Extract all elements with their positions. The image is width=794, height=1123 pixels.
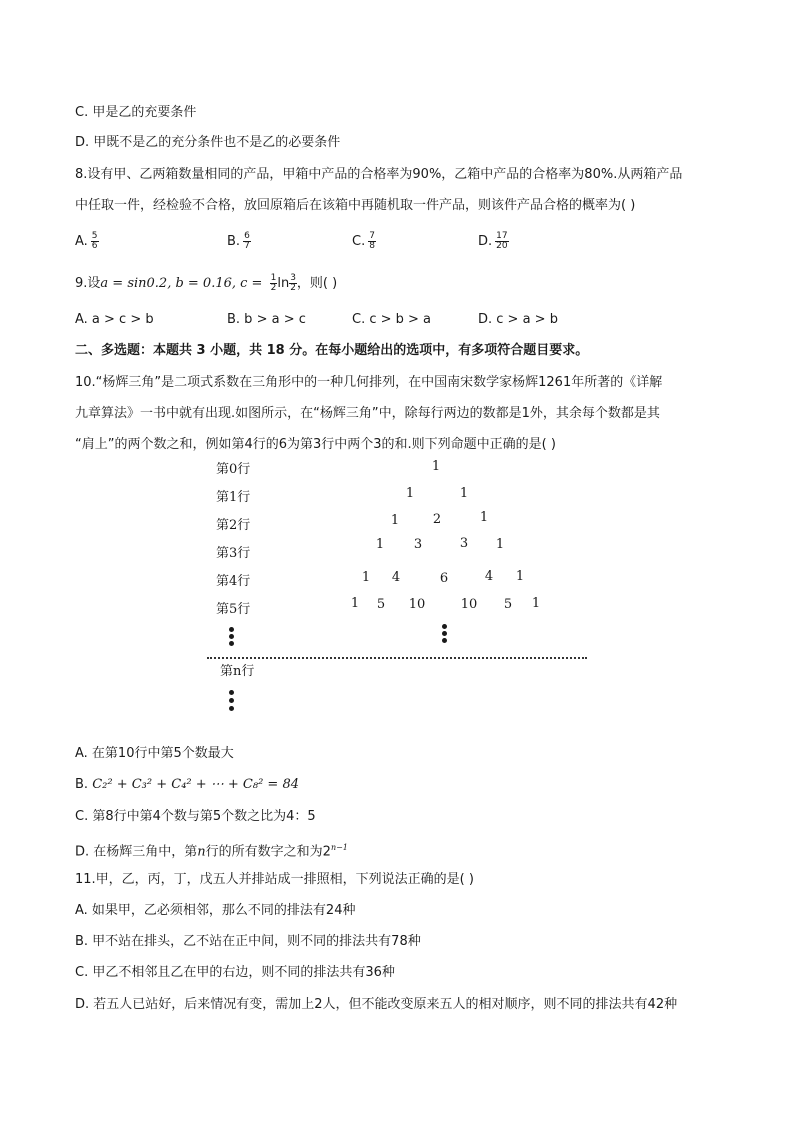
- triangle-number: 5: [503, 597, 513, 612]
- triangle-number: 1: [431, 459, 441, 474]
- q9-expression: a = sin0.2, b = 0.16, c =: [100, 276, 267, 291]
- triangle-number: 1: [531, 596, 541, 611]
- triangle-number: 4: [484, 569, 494, 584]
- row-label-4: 第4行: [216, 574, 251, 589]
- q8-option-b: B. $\frac{6}{7}$: [227, 231, 250, 251]
- triangle-number: 1: [390, 513, 400, 528]
- triangle-number: 3: [459, 536, 469, 551]
- q11-option-c: C. 甲乙不相邻且乙在甲的右边，则不同的排法共有36种: [75, 965, 395, 980]
- q7-option-c: C. 甲是乙的充要条件: [75, 105, 197, 120]
- q9-option-c: C. c > b > a: [352, 312, 432, 327]
- q9-option-a: A. a > c > b: [75, 312, 154, 327]
- q10-option-b-expression: C₂² + C₃² + C₄² + ⋯ + C₈² = 84: [92, 777, 299, 792]
- q11-option-d: D. 若五人已站好，后来情况有变，需加上2人，但不能改变原来五人的相对顺序，则不同的排法共有42种: [75, 997, 678, 1012]
- triangle-number: 1: [405, 486, 415, 501]
- ellipsis-dot: [229, 706, 234, 711]
- row-label-0: 第0行: [216, 462, 251, 477]
- triangle-number: 2: [432, 512, 442, 527]
- q8-stem-line2: 中任取一件，经检验不合格，放回原箱后在该箱中再随机取一件产品，则该件产品合格的概率为( ): [75, 198, 636, 213]
- q10-stem-line3: “肩上”的两个数之和，例如第4行的6为第3行中两个3的和.则下列命题中正确的是( ): [75, 437, 556, 452]
- ellipsis-dot: [229, 690, 234, 695]
- q8-option-a: A. $\frac{5}{6}$: [75, 231, 98, 251]
- triangle-number: 10: [460, 597, 478, 612]
- q8-stem-line1: 8.设有甲、乙两箱数量相同的产品，甲箱中产品的合格率为90%，乙箱中产品的合格率为80%.从两箱产品: [75, 167, 683, 182]
- q10-stem-line1: 10.“杨辉三角”是二项式系数在三角形中的一种几何排列，在中国南宋数学家杨辉1261年所著的《详解: [75, 375, 663, 390]
- triangle-number: 1: [459, 486, 469, 501]
- ellipsis-dot: [229, 641, 234, 646]
- dotted-separator: [207, 657, 587, 659]
- q7-option-d: D. 甲既不是乙的充分条件也不是乙的必要条件: [75, 135, 341, 150]
- q8-option-c: C. $\frac{7}{8}$: [352, 231, 375, 251]
- triangle-number: 10: [408, 597, 426, 612]
- row-label-n: 第n行: [220, 664, 255, 679]
- q11-option-b: B. 甲不站在排头，乙不站在正中间，则不同的排法共有78种: [75, 934, 421, 949]
- row-label-2: 第2行: [216, 518, 251, 533]
- q8-option-d: D. $\frac{17}{20}$: [478, 231, 508, 251]
- q10-option-a: A. 在第10行中第5个数最大: [75, 746, 234, 761]
- ellipsis-dot: [442, 631, 447, 636]
- ellipsis-dot: [442, 638, 447, 643]
- q9-option-d: D. c > a > b: [478, 312, 558, 327]
- triangle-number: 3: [413, 537, 423, 552]
- triangle-number: 1: [361, 570, 371, 585]
- q10-stem-line2: 九章算法》一书中就有出现.如图所示，在“杨辉三角”中，除每行两边的数都是1外，其余每个数都是其: [75, 406, 660, 421]
- ellipsis-dot: [442, 624, 447, 629]
- triangle-number: 1: [479, 510, 489, 525]
- ellipsis-dot: [229, 627, 234, 632]
- triangle-number: 1: [495, 537, 505, 552]
- ellipsis-dot: [229, 698, 234, 703]
- triangle-number: 1: [375, 537, 385, 552]
- q11-stem: 11.甲，乙，丙，丁，戊五人并排站成一排照相，下列说法正确的是( ): [75, 872, 474, 887]
- triangle-number: 4: [391, 570, 401, 585]
- ellipsis-dot: [229, 634, 234, 639]
- triangle-number: 1: [350, 596, 360, 611]
- row-label-3: 第3行: [216, 546, 251, 561]
- triangle-number: 5: [376, 597, 386, 612]
- triangle-number: 6: [439, 571, 449, 586]
- q10-option-c: C. 第8行中第4个数与第5个数之比为4：5: [75, 809, 316, 824]
- row-label-1: 第1行: [216, 490, 251, 505]
- q10-option-b: B. C₂² + C₃² + C₄² + ⋯ + C₈² = 84: [75, 777, 299, 792]
- q9-stem: 9.设a = sin0.2, b = 0.16, c = $\frac{1}{2}$ ln $\frac{3}{2}$ ，则( ): [75, 273, 338, 293]
- row-label-5: 第5行: [216, 602, 251, 617]
- q9-option-b: B. b > a > c: [227, 312, 306, 327]
- q10-option-d: D. 在杨辉三角中，第n行的所有数字之和为$2^{n-1}$: [75, 843, 348, 860]
- section-heading-multiple-choice: 二、多选题：本题共 3 小题，共 18 分。在每小题给出的选项中，有多项符合题目要求。: [75, 343, 589, 358]
- triangle-number: 1: [515, 569, 525, 584]
- q11-option-a: A. 如果甲，乙必须相邻，那么不同的排法有24种: [75, 903, 356, 918]
